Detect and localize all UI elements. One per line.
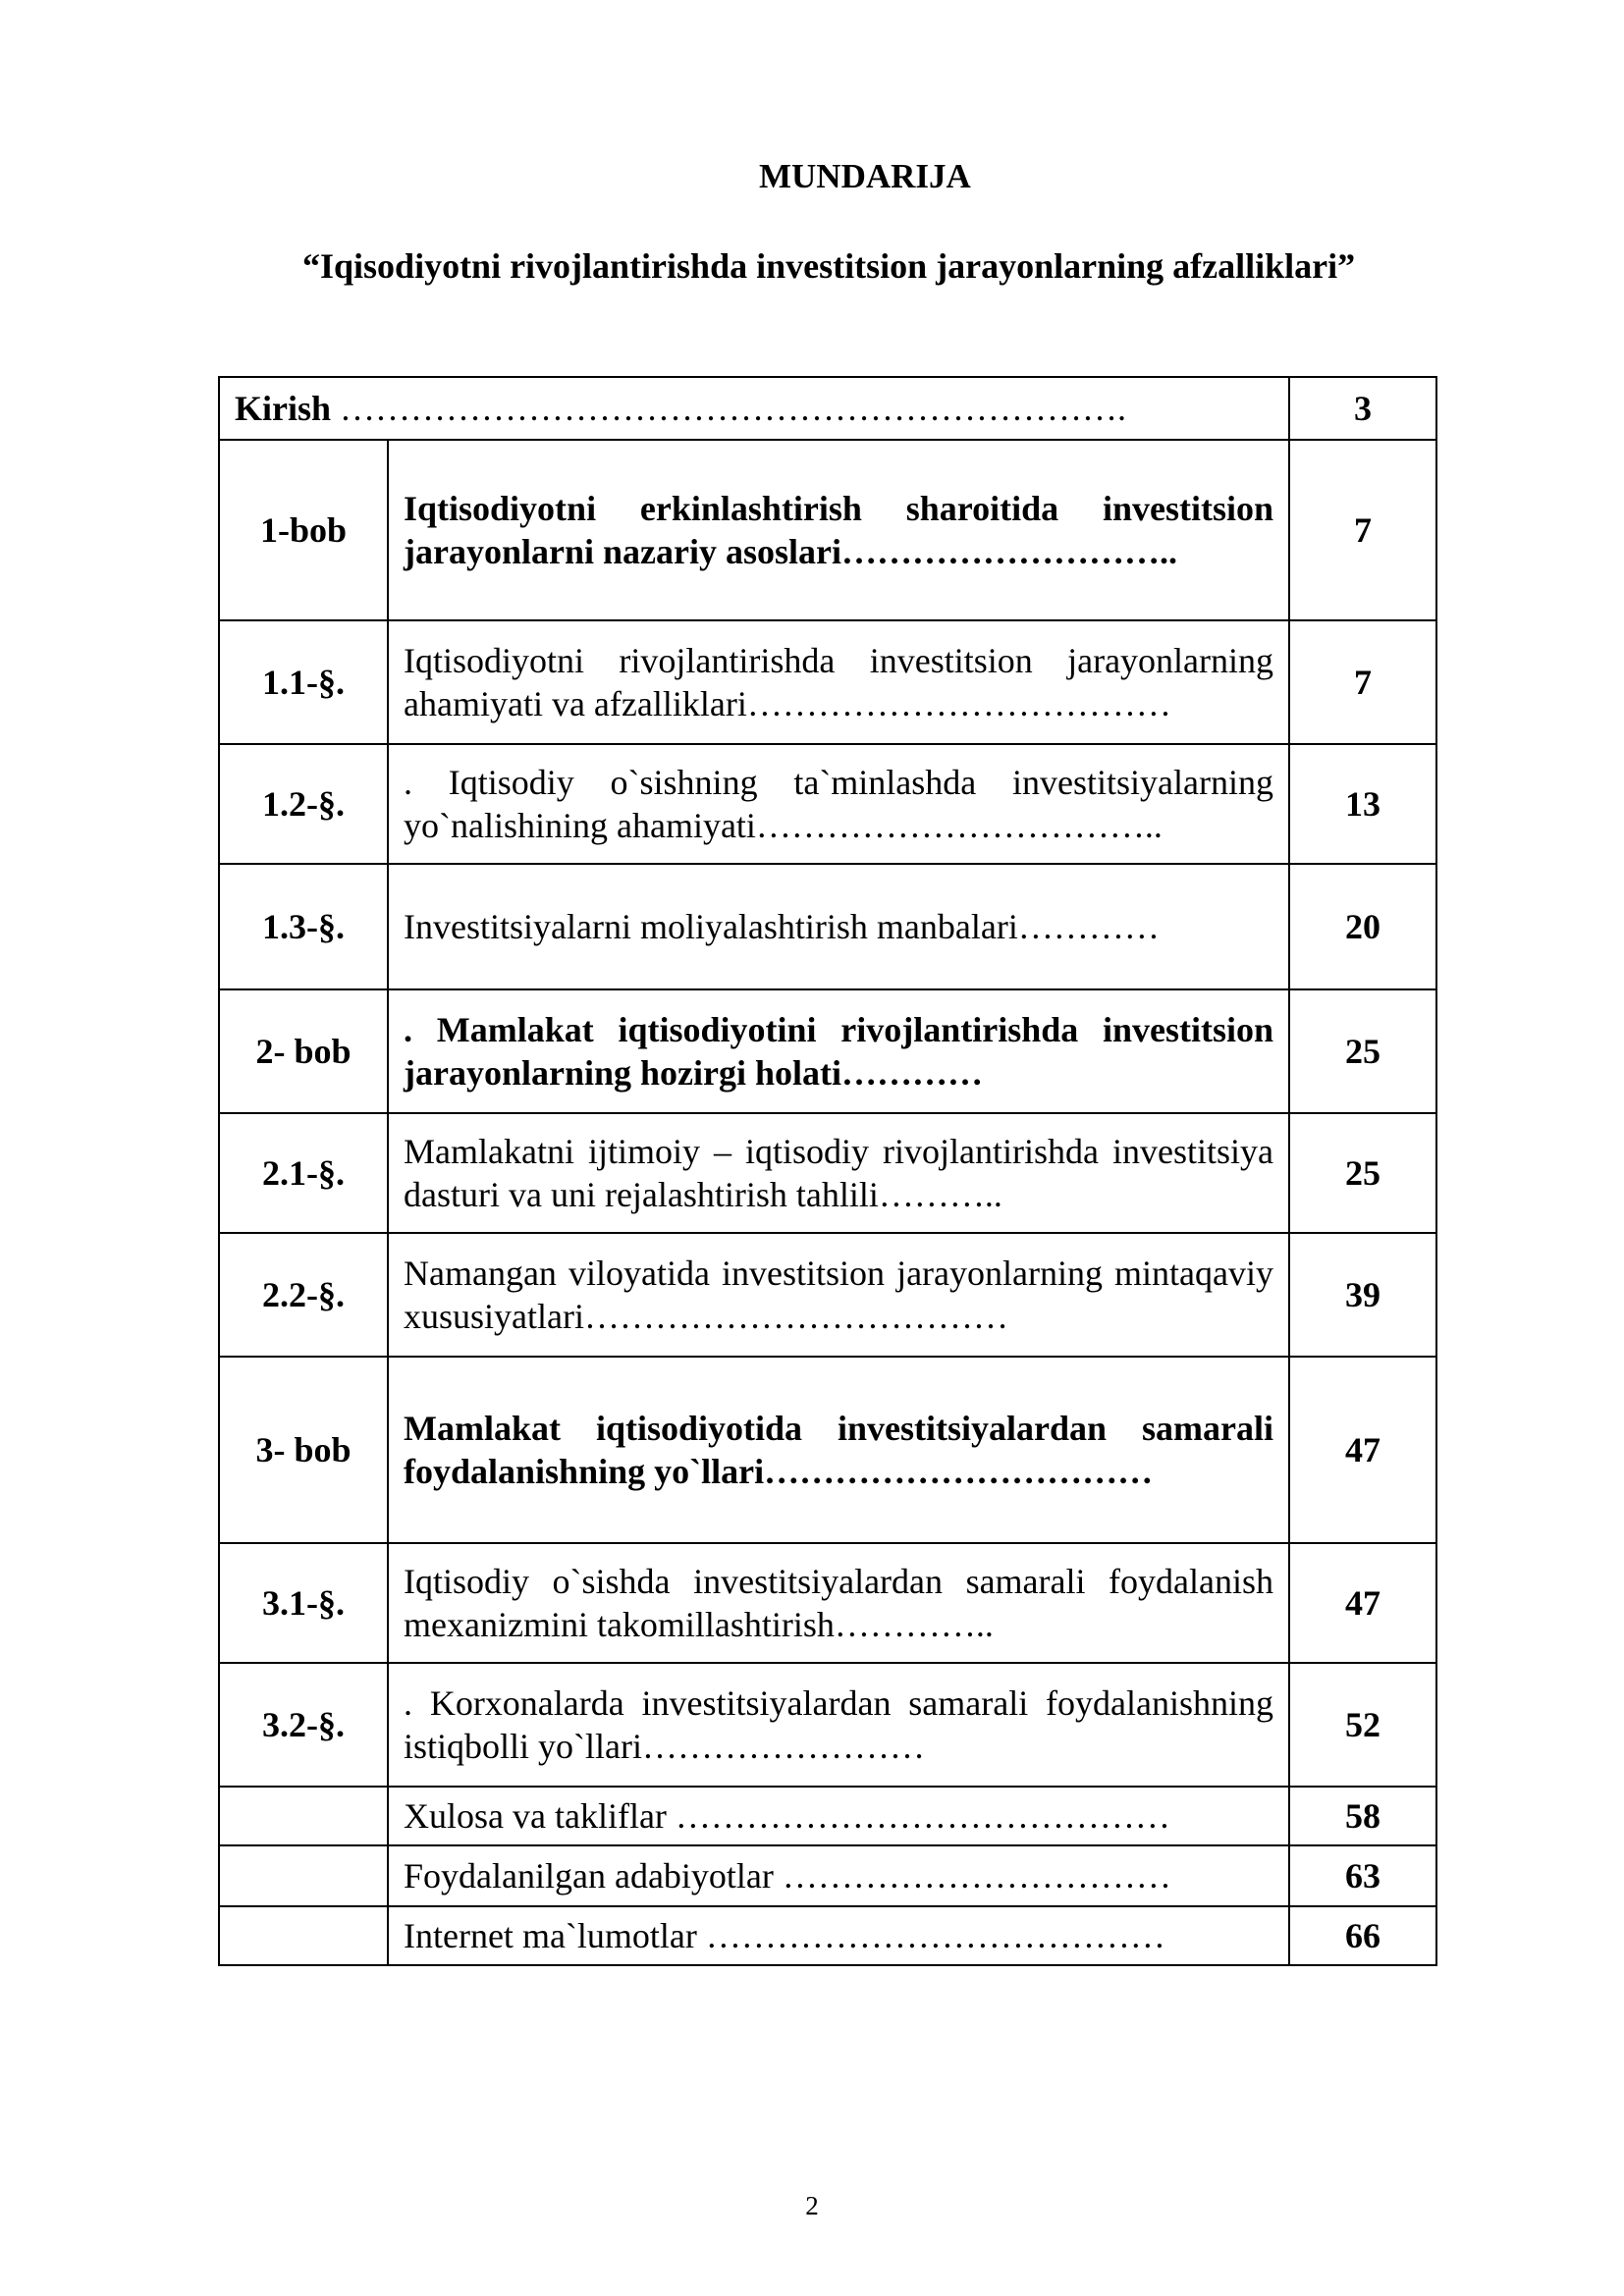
table-row: [219, 1113, 1436, 1233]
toc-page-number: 66: [1289, 1906, 1436, 1965]
toc-section-number: [219, 1906, 388, 1965]
toc-section-number: 1-bob: [219, 440, 388, 620]
toc-page-number: 3: [1289, 377, 1436, 440]
page-title: MUNDARIJA: [759, 157, 971, 195]
toc-section-title: . Iqtisodiy o`sishning ta`minlashda investitsiyalarning yo`nalishining ahamiyati……………………………..: [388, 744, 1289, 864]
page-number: 2: [805, 2191, 819, 2220]
toc-section-number: 1.1-§.: [219, 620, 388, 744]
table-row: [219, 1663, 1436, 1787]
toc-row-intro: [219, 377, 1436, 440]
table-of-contents: [218, 376, 1437, 1966]
toc-page-number: 47: [1289, 1543, 1436, 1663]
toc-page-number: 39: [1289, 1233, 1436, 1357]
toc-section-title: Mamlakatni ijtimoiy – iqtisodiy rivojlantirishda investitsiya dasturi va uni rejalashtirish tahlili………..: [388, 1113, 1289, 1233]
toc-section-title: Internet ma`lumotlar …………………………………: [388, 1906, 1289, 1965]
table-row: [219, 1357, 1436, 1543]
document-subtitle: “Iqisodiyotni rivojlantirishda investitsion jarayonlarning afzalliklari”: [302, 246, 1356, 286]
toc-section-title: Iqtisodiy o`sishda investitsiyalardan samarali foydalanish mexanizmini takomillashtirish…………..: [388, 1543, 1289, 1663]
toc-section-number: 1.3-§.: [219, 864, 388, 989]
toc-page-number: 7: [1289, 440, 1436, 620]
toc-page-number: 25: [1289, 989, 1436, 1113]
toc-page-number: 7: [1289, 620, 1436, 744]
table-row: [219, 989, 1436, 1113]
toc-section-title: Xulosa va takliflar ……………………………………: [388, 1787, 1289, 1845]
table-row: [219, 1233, 1436, 1357]
toc-section-title: Foydalanilgan adabiyotlar ……………………………: [388, 1845, 1289, 1906]
table-row: [219, 1787, 1436, 1845]
toc-section-title: Iqtisodiyotni rivojlantirishda investitsion jarayonlarning ahamiyati va afzalliklari………………………………: [388, 620, 1289, 744]
table-row: [219, 620, 1436, 744]
toc-page-number: 58: [1289, 1787, 1436, 1845]
toc-page-number: 47: [1289, 1357, 1436, 1543]
toc-section-number: 3.1-§.: [219, 1543, 388, 1663]
toc-intro-cell: [219, 377, 1289, 440]
toc-section-title: . Mamlakat iqtisodiyotini rivojlantirishda investitsion jarayonlarning hozirgi holati…………: [388, 989, 1289, 1113]
toc-section-title: Iqtisodiyotni erkinlashtirish sharoitida investitsion jarayonlarni nazariy asoslari………………………..: [388, 440, 1289, 620]
toc-section-number: 2.2-§.: [219, 1233, 388, 1357]
toc-page-number: 20: [1289, 864, 1436, 989]
toc-section-number: 1.2-§.: [219, 744, 388, 864]
toc-intro-leader: ………………………………………………………….: [331, 389, 1127, 428]
toc-section-number: [219, 1845, 388, 1906]
table-row: [219, 744, 1436, 864]
toc-page-number: 52: [1289, 1663, 1436, 1787]
table-row: [219, 1845, 1436, 1906]
toc-page-number: 25: [1289, 1113, 1436, 1233]
toc-section-number: [219, 1787, 388, 1845]
toc-section-number: 3.2-§.: [219, 1663, 388, 1787]
toc-section-title: Mamlakat iqtisodiyotida investitsiyalardan samarali foydalanishning yo`llari……………………………: [388, 1357, 1289, 1543]
toc-page-number: 63: [1289, 1845, 1436, 1906]
toc-section-number: 2.1-§.: [219, 1113, 388, 1233]
toc-section-title: . Korxonalarda investitsiyalardan samarali foydalanishning istiqbolli yo`llari……………………: [388, 1663, 1289, 1787]
toc-section-title: Investitsiyalarni moliyalashtirish manbalari…………: [388, 864, 1289, 989]
table-row: [219, 864, 1436, 989]
table-row: [219, 440, 1436, 620]
toc-intro-label: Kirish: [235, 389, 332, 428]
toc-section-title: Namangan viloyatida investitsion jarayonlarning mintaqaviy xususiyatlari………………………………: [388, 1233, 1289, 1357]
toc-section-number: 3- bob: [219, 1357, 388, 1543]
table-row: [219, 1906, 1436, 1965]
toc-page-number: 13: [1289, 744, 1436, 864]
toc-section-number: 2- bob: [219, 989, 388, 1113]
table-row: [219, 1543, 1436, 1663]
